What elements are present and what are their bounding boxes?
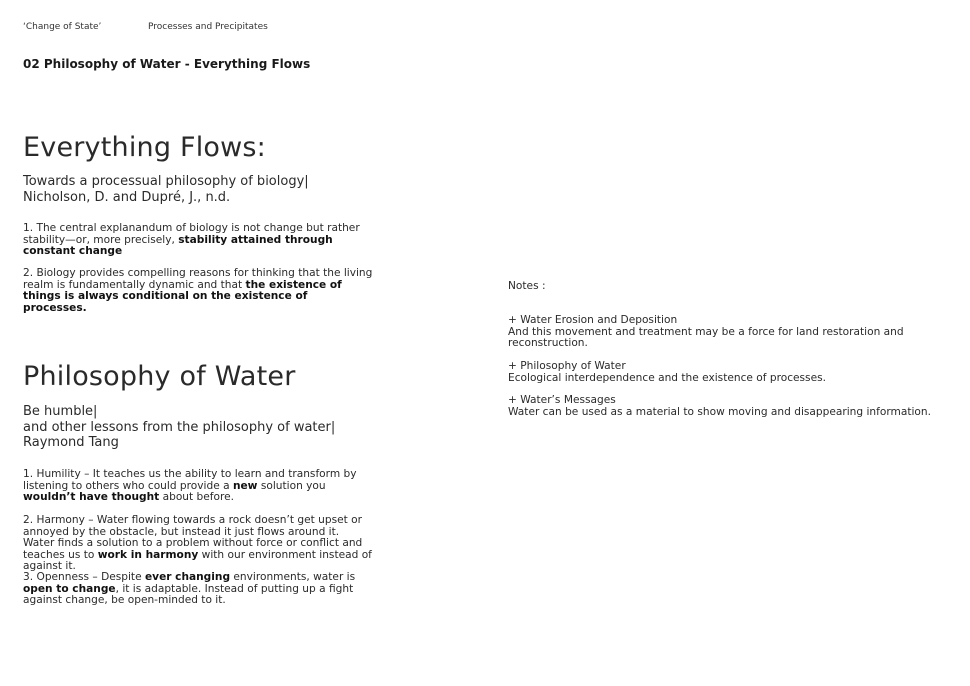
lesson-text: 3. Openness – Despite <box>23 571 145 583</box>
note-body: And this movement and treatment may be a force for land restoration and reconstruction. <box>508 325 904 349</box>
point-text: 2. Biology provides compelling reasons for thinking that the living realm is fundamentally dynamic and that <box>23 267 373 291</box>
note-body: Water can be used as a material to show moving and disappearing information. <box>508 405 931 418</box>
lesson-emphasis: work in harmony <box>97 548 199 561</box>
lesson-text: environments, water is <box>230 571 356 583</box>
lesson-emphasis: new <box>232 479 258 492</box>
reference-subtitle: and other lessons from the philosophy of water| <box>23 419 336 435</box>
reference-authors: Nicholson, D. and Dupré, J., n.d. <box>23 189 231 205</box>
lesson-text: 2. Harmony – Water flowing towards a rock doesn’t get upset or annoyed by the obstacle, but instead it just flows around it. Water finds a solution to a problem without force or conflict and teaches us to <box>23 514 363 561</box>
note-heading: + Water Erosion and Deposition <box>508 314 678 326</box>
lesson-text: , it is adaptable. Instead of putting up a fight against change, be open-minded to it. <box>23 582 354 606</box>
point-text: 1. The central explanandum of biology is not change but rather stability—or, more precisely, <box>23 222 360 246</box>
lesson-text: solution you <box>257 479 326 492</box>
everything-flows-heading: Everything Flows: <box>23 132 266 163</box>
header-project-title: ‘Change of State’ <box>23 22 102 32</box>
note-heading: + Philosophy of Water <box>508 360 626 372</box>
point-emphasis: stability attained through constant change <box>23 233 333 257</box>
reference-title: Towards a processual philosophy of biology| <box>23 174 309 189</box>
note-philosophy-of-water <box>508 361 938 384</box>
everything-flows-point-2 <box>23 268 373 314</box>
lesson-harmony <box>23 515 373 573</box>
reference-title: Be humble| <box>23 404 98 419</box>
lesson-text: about before. <box>159 491 234 503</box>
philosophy-of-water-reference <box>23 404 335 451</box>
lesson-emphasis: ever changing <box>144 571 231 583</box>
lesson-humility <box>23 469 373 504</box>
lesson-emphasis: wouldn’t have thought <box>23 491 160 503</box>
note-body: Ecological interdependence and the existence of processes. <box>508 371 826 384</box>
note-water-erosion <box>508 315 938 350</box>
header-section-title: Processes and Precipitates <box>148 22 268 32</box>
everything-flows-point-1 <box>23 223 373 258</box>
philosophy-of-water-heading: Philosophy of Water <box>23 361 296 392</box>
note-heading: + Water’s Messages <box>508 394 616 406</box>
point-emphasis: the existence of things is always conditional on the existence of processes. <box>23 278 342 314</box>
lesson-text: with our environment instead of against it. <box>23 548 372 572</box>
lesson-text: 1. Humility – It teaches us the ability to learn and transform by listening to others who could provide a <box>23 468 357 492</box>
reference-author: Raymond Tang <box>23 435 119 450</box>
lesson-openness <box>23 572 373 607</box>
everything-flows-reference <box>23 174 309 205</box>
lesson-emphasis: open to change <box>23 582 116 595</box>
page-subtitle: 02 Philosophy of Water - Everything Flows <box>23 57 311 71</box>
note-waters-messages <box>508 395 938 418</box>
notes-label: Notes : <box>508 280 546 292</box>
